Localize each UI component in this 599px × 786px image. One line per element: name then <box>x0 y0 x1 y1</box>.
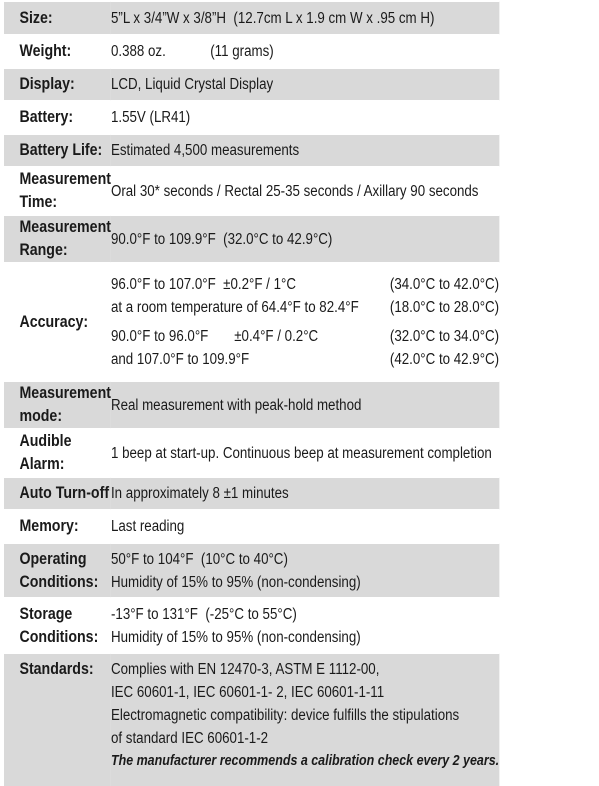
spec-label: Storage Conditions: <box>4 598 111 653</box>
spec-label: Audible Alarm: <box>4 429 111 477</box>
spec-row-auto-turn-off <box>4 477 499 510</box>
accuracy-celsius: (18.0°C to 28.0°C) <box>389 299 500 316</box>
spec-label: Memory: <box>4 510 111 543</box>
standards-line: Electromagnetic compatibility: device fulfills the stipulations <box>110 707 460 724</box>
spec-label: Size: <box>4 1 111 35</box>
spec-value: 1.55V (LR41) <box>111 101 499 134</box>
accuracy-details <box>111 263 499 381</box>
spec-label: Battery Life: <box>4 134 111 167</box>
spec-value: In approximately 8 ±1 minutes <box>111 477 499 510</box>
accuracy-celsius: (42.0°C to 42.9°C) <box>389 351 500 368</box>
storage-humidity: Humidity of 15% to 95% (non-condensing) <box>110 628 361 646</box>
calibration-note: The manufacturer recommends a calibration check every 2 years. <box>110 753 500 769</box>
spec-label: Weight: <box>4 35 111 68</box>
accuracy-line <box>111 296 499 319</box>
spec-value: 0.388 oz. (11 grams) <box>111 35 499 68</box>
spec-label: Battery: <box>4 101 111 134</box>
standards-line: Complies with EN 12470-3, ASTM E 1112-00, <box>110 661 380 678</box>
spec-row-display <box>4 68 499 101</box>
spec-value <box>111 653 499 786</box>
spec-value: 1 beep at start-up. Continuous beep at measurement completion <box>111 429 499 477</box>
spec-label: Operating Conditions: <box>4 543 111 598</box>
accuracy-grid <box>111 273 499 371</box>
accuracy-line <box>111 348 499 371</box>
accuracy-line <box>111 325 499 348</box>
spec-label: Accuracy: <box>4 263 111 381</box>
spec-row-measurement-mode <box>4 381 499 429</box>
accuracy-range: at a room temperature of 64.4°F to 82.4°F <box>110 299 359 316</box>
accuracy-range: 90.0°F to 96.0°F ±0.4°F / 0.2°C <box>110 328 319 345</box>
spec-row-operating-conditions <box>4 543 499 598</box>
spec-value: Real measurement with peak-hold method <box>111 381 499 429</box>
spec-label: Measurement mode: <box>4 381 111 429</box>
spec-row-standards <box>4 653 499 786</box>
spec-value: Oral 30* seconds / Rectal 25-35 seconds / Axillary 90 seconds <box>111 167 499 215</box>
spec-row-measurement-time <box>4 167 499 215</box>
spec-value: 5”L x 3/4”W x 3/8”H (12.7cm L x 1.9 cm W x .95 cm H) <box>111 1 499 35</box>
spec-value: LCD, Liquid Crystal Display <box>111 68 499 101</box>
spec-label: Measurement Time: <box>4 167 111 215</box>
accuracy-range: and 107.0°F to 109.9°F <box>110 351 250 368</box>
standards-line: of standard IEC 60601-1-2 <box>110 730 269 747</box>
standards-line: IEC 60601-1, IEC 60601-1- 2, IEC 60601-1-11 <box>110 684 385 701</box>
specifications-table <box>4 0 499 786</box>
spec-value <box>111 598 499 653</box>
accuracy-range: 96.0°F to 107.0°F ±0.2°F / 1°C <box>110 276 296 293</box>
accuracy-line <box>111 273 499 296</box>
accuracy-celsius: (32.0°C to 34.0°C) <box>389 328 500 345</box>
operating-humidity: Humidity of 15% to 95% (non-condensing) <box>110 573 361 591</box>
spec-label: Auto Turn-off <box>4 477 111 510</box>
accuracy-celsius: (34.0°C to 42.0°C) <box>389 276 500 293</box>
spec-value: Last reading <box>111 510 499 543</box>
spec-row-size <box>4 1 499 35</box>
spec-label: Standards: <box>4 653 111 786</box>
spec-row-memory <box>4 510 499 543</box>
spec-value: Estimated 4,500 measurements <box>111 134 499 167</box>
spec-label: Measurement Range: <box>4 215 111 263</box>
spec-row-audible-alarm <box>4 429 499 477</box>
spec-row-battery-life <box>4 134 499 167</box>
spec-row-measurement-range <box>4 215 499 263</box>
operating-temperature: 50°F to 104°F (10°C to 40°C) <box>110 550 288 568</box>
spec-row-weight <box>4 35 499 68</box>
spec-row-battery <box>4 101 499 134</box>
spec-value: 90.0°F to 109.9°F (32.0°C to 42.9°C) <box>111 215 499 263</box>
spec-value <box>111 543 499 598</box>
storage-temperature: -13°F to 131°F (-25°C to 55°C) <box>110 605 297 623</box>
spec-label: Display: <box>4 68 111 101</box>
spec-row-accuracy <box>4 263 499 381</box>
spec-row-storage-conditions <box>4 598 499 653</box>
